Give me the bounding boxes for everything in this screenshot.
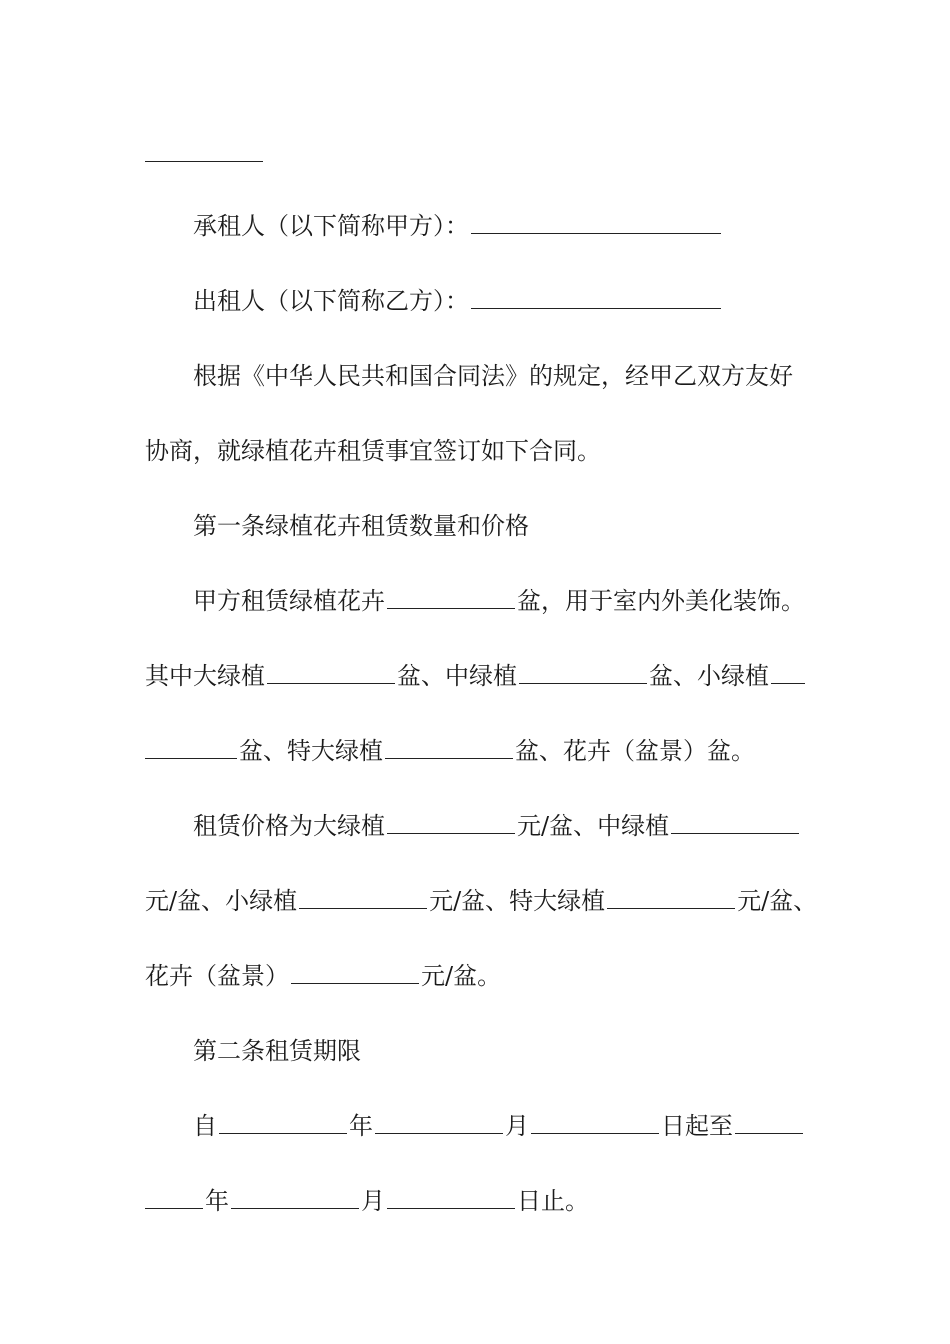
- lessor-line: [145, 285, 822, 317]
- qty-text: 盆、花卉（盆景）盆。: [515, 737, 755, 765]
- article2-heading: [145, 1035, 822, 1067]
- article1-qty-line-2: [145, 660, 822, 692]
- end-month-blank: [231, 1188, 359, 1209]
- xlarge-price-blank: [607, 888, 735, 909]
- period-text: 年: [349, 1112, 373, 1140]
- qty-text: 盆、小绿植: [649, 662, 769, 690]
- article1-price-line-2: [145, 885, 822, 917]
- price-text: 租赁价格为大绿植: [193, 812, 385, 840]
- intro-text-2: 协商，就绿植花卉租赁事宜签订如下合同。: [145, 437, 601, 465]
- qty-text: 其中大绿植: [145, 662, 265, 690]
- qty-text: 盆、中绿植: [397, 662, 517, 690]
- medium-price-blank: [671, 813, 799, 834]
- large-qty-blank: [267, 663, 395, 684]
- article1-heading-text: 第一条绿植花卉租赁数量和价格: [193, 512, 529, 540]
- small-qty-blank-part1: [771, 663, 805, 684]
- qty-text: 甲方租赁绿植花卉: [193, 587, 385, 615]
- period-text: 月: [505, 1112, 529, 1140]
- lessor-label: 出租人（以下简称乙方）：: [193, 287, 469, 315]
- xlarge-qty-blank: [385, 738, 513, 759]
- flower-price-blank: [291, 963, 419, 984]
- price-text: 元/盆、特大绿植: [429, 887, 606, 915]
- total-qty-blank: [387, 588, 515, 609]
- article2-heading-text: 第二条租赁期限: [193, 1037, 361, 1065]
- article1-heading: [145, 510, 822, 542]
- qty-text: 盆、特大绿植: [239, 737, 383, 765]
- small-price-blank: [299, 888, 427, 909]
- end-year-blank-part2: [145, 1188, 203, 1209]
- price-text: 花卉（盆景）: [145, 962, 289, 990]
- intro-text-1: 根据《中华人民共和国合同法》的规定，经甲乙双方友好: [193, 362, 793, 390]
- lessee-blank: [471, 213, 721, 234]
- article1-qty-line-3: [145, 735, 822, 767]
- period-text: 月: [361, 1187, 385, 1215]
- blank: [145, 141, 263, 162]
- price-text: 元/盆。: [421, 962, 502, 990]
- start-day-blank: [531, 1113, 659, 1134]
- lessee-label: 承租人（以下简称甲方）：: [193, 212, 469, 240]
- price-text: 元/盆、中绿植: [517, 812, 670, 840]
- period-text: 日止。: [517, 1187, 589, 1215]
- price-text: 元/盆、: [737, 887, 818, 915]
- period-text: 自: [193, 1112, 217, 1140]
- period-text: 日起至: [661, 1112, 733, 1140]
- end-year-blank-part1: [735, 1113, 803, 1134]
- lessor-blank: [471, 288, 721, 309]
- article2-period-line-2: [145, 1185, 822, 1217]
- small-qty-blank-part2: [145, 738, 237, 759]
- lessee-line: [145, 210, 822, 242]
- medium-qty-blank: [519, 663, 647, 684]
- article1-price-line-1: [145, 810, 822, 842]
- article1-qty-line-1: [145, 585, 822, 617]
- end-day-blank: [387, 1188, 515, 1209]
- article2-period-line-1: [145, 1110, 822, 1142]
- period-text: 年: [205, 1187, 229, 1215]
- start-month-blank: [375, 1113, 503, 1134]
- intro-line-2: [145, 435, 822, 467]
- intro-line-1: [145, 360, 822, 392]
- start-year-blank: [219, 1113, 347, 1134]
- top-blank-line: [145, 138, 822, 170]
- large-price-blank: [387, 813, 515, 834]
- price-text: 元/盆、小绿植: [145, 887, 298, 915]
- qty-text: 盆，用于室内外美化装饰。: [517, 587, 805, 615]
- article1-price-line-3: [145, 960, 822, 992]
